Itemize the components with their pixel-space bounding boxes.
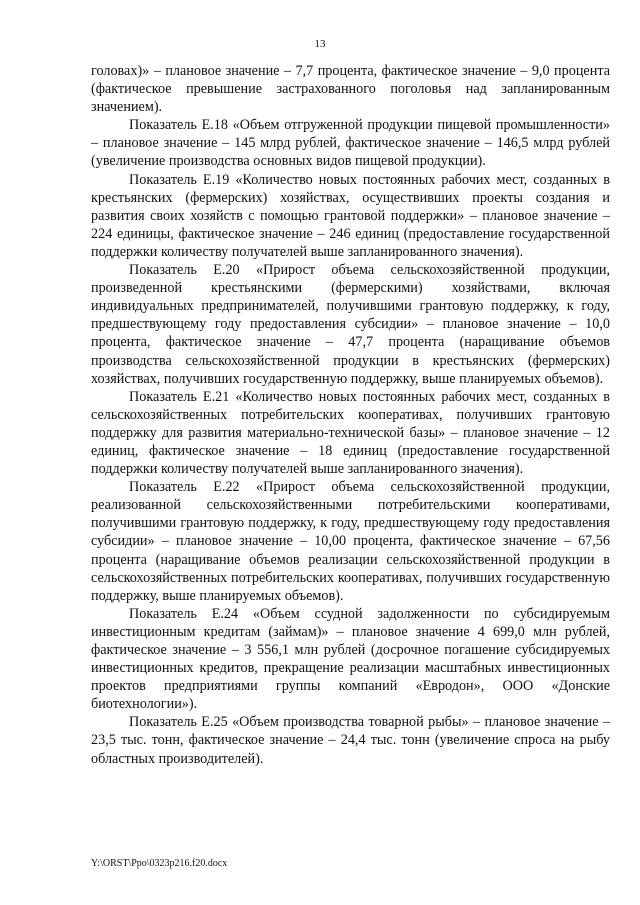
file-path-footer: Y:\ORST\Ppo\0323p216.f20.docx bbox=[91, 858, 228, 869]
paragraph: Показатель Е.18 «Объем отгруженной продукции пищевой промышленности» – плановое значение – 145 млрд рублей, фактическое значение – 146,5 млрд рублей (увеличение производства основных видов пищевой продукции). bbox=[91, 117, 610, 170]
paragraph: Показатель Е.22 «Прирост объема сельскохозяйственной продукции, реализованной сельскохозяйственными потребительскими кооперативами, получившими грантовую поддержку, к году, предшествующему году предоставления субсидии» – плановое значение – 10,00 процента, фактическое значение – 67,56 процента (наращивание объемов реализации сельскохозяйственной продукции в сельскохозяйственных потребительских кооперативах, получивших государственную поддержку, выше планируемых объемов). bbox=[91, 479, 610, 604]
page-number: 13 bbox=[314, 38, 326, 50]
paragraph: головах)» – плановое значение – 7,7 процента, фактическое значение – 9,0 процента (фактическое превышение застрахованного поголовья над запланированным значением). bbox=[91, 63, 610, 116]
document-body bbox=[91, 62, 610, 768]
paragraph: Показатель Е.25 «Объем производства товарной рыбы» – плановое значение – 23,5 тыс. тонн, фактическое значение – 24,4 тыс. тонн (увеличение спроса на рыбу областных производителей). bbox=[91, 714, 610, 767]
paragraph: Показатель Е.24 «Объем ссудной задолженности по субсидируемым инвестиционным кредитам (займам)» – плановое значение 4 699,0 млн рублей, фактическое значение – 3 556,1 млн рублей (досрочное погашение субсидируемых инвестиционных кредитов, прекращение реализации масштабных инвестиционных проектов предприятиями группы компаний «Евродон», ООО «Донские биотехнологии»). bbox=[91, 605, 610, 713]
paragraph: Показатель Е.20 «Прирост объема сельскохозяйственной продукции, произведенной крестьянскими (фермерскими) хозяйствами, включая индивидуальных предпринимателей, получившими грантовую поддержку, к году, предшествующему году предоставления субсидии» – плановое значение – 10,0 процента, фактическое значение – 47,7 процента (наращивание объемов производства сельскохозяйственной продукции в крестьянских (фермерских) хозяйствах, получивших государственную поддержку, выше планируемых объемов). bbox=[91, 262, 610, 387]
paragraph: Показатель Е.19 «Количество новых постоянных рабочих мест, созданных в крестьянских (фермерских) хозяйствах, осуществивших проекты создания и развития своих хозяйств с помощью грантовой поддержки» – плановое значение – 224 единицы, фактическое значение – 246 единиц (предоставление государственной поддержки количеству получателей выше запланированного значения). bbox=[91, 171, 610, 260]
paragraph: Показатель Е.21 «Количество новых постоянных рабочих мест, созданных в сельскохозяйственных потребительских кооперативах, получивших грантовую поддержку для развития материально-технической базы» – плановое значение – 12 единиц, фактическое значение – 18 единиц (предоставление государственной поддержки количеству получателей выше запланированного значения). bbox=[91, 388, 610, 478]
